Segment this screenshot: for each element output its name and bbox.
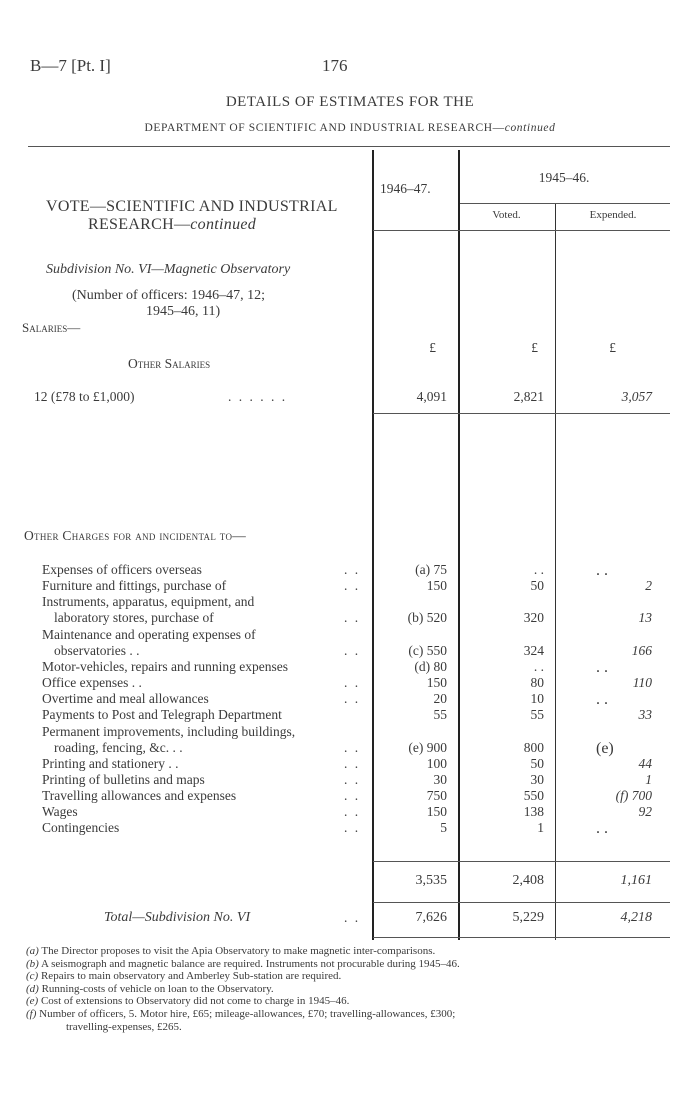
charge-expended: 1 (645, 771, 652, 787)
charge-expended: . . (596, 658, 608, 676)
charge-voted: 55 (530, 707, 544, 723)
charge-dots: . . (344, 691, 361, 707)
footnote-text: Number of officers, 5. Motor hire, £65; mileage-allowances, £70; travelling-allowances, £300; (39, 1008, 456, 1020)
charge-desc: Permanent improvements, including buildings, (42, 723, 296, 739)
charge-desc: Expenses of officers overseas (42, 562, 202, 577)
footnote-text: Cost of extensions to Observatory did not come to charge in 1945–46. (40, 995, 350, 1008)
salary-voted: 2,821 (513, 389, 544, 404)
charge-expended: 33 (638, 707, 652, 723)
subdivision-heading: Subdivision No. VI—Magnetic Observatory (46, 262, 291, 277)
salary-expended: 3,057 (621, 389, 652, 404)
charge-dots: . . (344, 675, 361, 691)
total-rule-top (373, 902, 670, 903)
col-divider-voted (555, 204, 556, 940)
currency-col2: £ (531, 340, 538, 355)
total-dots: . . (344, 910, 361, 925)
charge-expended: 92 (638, 804, 652, 820)
footnote (66, 1021, 182, 1034)
charge-1946-47: 750 (426, 788, 447, 804)
footnote-mark: (c) (26, 970, 39, 983)
charge-voted: 10 (530, 691, 544, 707)
subtotal-expended: 1,161 (620, 873, 652, 888)
charge-1946-47: (a) 75 (415, 562, 447, 577)
salaries-heading: Salaries— (22, 320, 81, 335)
charge-voted: . . (533, 658, 544, 674)
col-expended-header: Expended. (589, 209, 637, 221)
currency-col1: £ (429, 340, 436, 355)
charge-desc: Payments to Post and Telegraph Department (42, 707, 282, 723)
footnote (26, 1008, 455, 1021)
other-charges-heading: Other Charges for and incidental to— (24, 528, 247, 543)
charge-desc: Wages (42, 804, 78, 820)
charge-desc: Instruments, apparatus, equipment, and (42, 594, 255, 610)
group-header-rule (460, 203, 670, 204)
charge-voted: 80 (530, 675, 544, 691)
footnote (26, 958, 460, 971)
vote-title-research: RESEARCH— (88, 216, 191, 233)
footnote-mark: (a) (26, 945, 39, 957)
charge-1946-47: (b) 520 (407, 610, 447, 626)
charge-voted: 50 (530, 578, 544, 594)
charge-desc: observatories . . (54, 642, 140, 658)
footnote-mark: (e) (26, 995, 39, 1008)
charge-dots: . . (344, 739, 361, 755)
charge-dots: . . (344, 610, 361, 626)
charge-1946-47: 150 (426, 578, 447, 594)
charge-1946-47: 150 (426, 804, 447, 820)
page-reference: B—7 [Pt. I] (30, 56, 111, 75)
officers-note-cont: 1945–46, 11) (146, 304, 221, 319)
salary-dots: . . . . . . (228, 389, 288, 404)
subtotal-rule (373, 861, 670, 862)
col-divider-1946 (458, 150, 460, 940)
charge-expended: 110 (632, 675, 652, 691)
charge-expended: 13 (638, 610, 652, 626)
charge-voted: . . (533, 562, 544, 577)
charge-desc: Travelling allowances and expenses (42, 788, 237, 804)
total-rule-bottom (373, 937, 670, 938)
charge-expended: . . (596, 562, 608, 579)
subtotal-1946-47: 3,535 (415, 873, 447, 888)
charge-dots: . . (344, 771, 361, 787)
footnote-text: A seismograph and magnetic balance are required. Instruments not procurable during 1945–46. (40, 957, 460, 970)
header-bottom-rule (373, 230, 670, 231)
charge-dots: . . (344, 562, 361, 577)
charge-expended: . . (596, 691, 608, 709)
charge-desc: Printing of bulletins and maps (42, 771, 205, 787)
charge-1946-47: 100 (426, 755, 447, 771)
charge-voted: 1 (537, 820, 544, 836)
vote-title-cont (88, 216, 256, 234)
charge-dots: . . (344, 804, 361, 820)
charge-1946-47: 150 (426, 675, 447, 691)
col-1946-47-header: 1946–47. (380, 181, 431, 196)
footnote (26, 970, 341, 983)
subtitle-continued: continued (504, 122, 556, 134)
other-salaries-heading: Other Salaries (128, 356, 211, 371)
footnote-mark: (b) (26, 957, 39, 970)
charge-expended: (e) (596, 739, 614, 757)
charge-voted: 320 (523, 610, 544, 626)
charge-dots: . . (344, 642, 361, 658)
page-number: 176 (322, 56, 348, 75)
subtotal-voted: 2,408 (512, 873, 544, 888)
charge-voted: 138 (523, 804, 544, 820)
charge-dots: . . (344, 578, 361, 594)
subtitle-main: DEPARTMENT OF SCIENTIFIC AND INDUSTRIAL RESEARCH— (144, 122, 505, 134)
charge-expended: 2 (645, 578, 652, 594)
charge-expended: . . (596, 820, 608, 838)
table-top-rule (28, 146, 670, 147)
charge-desc: Office expenses . . (42, 675, 142, 691)
charge-1946-47: 5 (440, 820, 447, 836)
total-expended: 4,218 (620, 910, 652, 925)
charge-expended: 44 (638, 755, 652, 771)
total-label: Total—Subdivision No. VI (104, 910, 251, 925)
footnote-text: Repairs to main observatory and Amberley Sub-station are required. (40, 970, 342, 983)
officers-note: (Number of officers: 1946–47, 12; (72, 288, 265, 303)
vote-title-continued: continued (190, 216, 257, 233)
page-title: DETAILS OF ESTIMATES FOR THE (225, 94, 475, 110)
footnote (26, 945, 435, 958)
charge-desc: Maintenance and operating expenses of (42, 626, 256, 642)
total-1946-47: 7,626 (415, 910, 447, 925)
charge-voted: 324 (523, 642, 544, 658)
charge-voted: 550 (523, 788, 544, 804)
total-voted: 5,229 (512, 910, 544, 925)
charge-expended: (f) 700 (615, 788, 652, 804)
salary-desc: 12 (£78 to £1,000) (34, 389, 135, 404)
footnote-text: travelling-expenses, £265. (66, 1020, 182, 1033)
footnote-text: Running-costs of vehicle on loan to the Observatory. (41, 982, 274, 995)
charge-dots: . . (344, 788, 361, 804)
footnote-mark: (f) (26, 1008, 37, 1020)
footnote-text: The Director proposes to visit the Apia Observatory to make magnetic inter-comparisons. (41, 945, 436, 957)
vote-title: VOTE—SCIENTIFIC AND INDUSTRIAL (46, 198, 338, 215)
charge-desc: Motor-vehicles, repairs and running expenses (42, 658, 289, 674)
charge-desc: Overtime and meal allowances (42, 691, 209, 707)
footnote-mark: (d) (26, 982, 39, 995)
footnote (26, 995, 349, 1008)
currency-col3: £ (609, 340, 616, 355)
col-divider-desc (372, 150, 374, 940)
col-1945-46-header: 1945–46. (538, 170, 590, 185)
charge-dots: . . (344, 820, 361, 836)
charge-1946-47: (c) 550 (408, 642, 447, 658)
charge-desc: laboratory stores, purchase of (54, 610, 214, 626)
charge-desc: Printing and stationery . . (42, 755, 179, 771)
footnote (26, 983, 274, 996)
page-subtitle (0, 122, 700, 134)
charge-voted: 800 (523, 739, 544, 755)
charge-desc: Furniture and fittings, purchase of (42, 578, 227, 594)
charge-1946-47: 20 (433, 691, 447, 707)
charge-dots: . . (344, 755, 361, 771)
salary-rule (373, 413, 670, 414)
col-voted-header: Voted. (492, 209, 521, 221)
charge-1946-47: (d) 80 (414, 658, 447, 674)
charge-1946-47: 55 (433, 707, 447, 723)
salary-1946-47: 4,091 (416, 389, 447, 404)
charge-expended: 166 (631, 642, 652, 658)
charge-voted: 50 (530, 755, 544, 771)
charge-1946-47: (e) 900 (408, 739, 447, 755)
charge-1946-47: 30 (433, 771, 447, 787)
charge-desc: Contingencies (42, 820, 120, 836)
charge-voted: 30 (530, 771, 544, 787)
charge-desc: roading, fencing, &c. . . (54, 739, 183, 755)
